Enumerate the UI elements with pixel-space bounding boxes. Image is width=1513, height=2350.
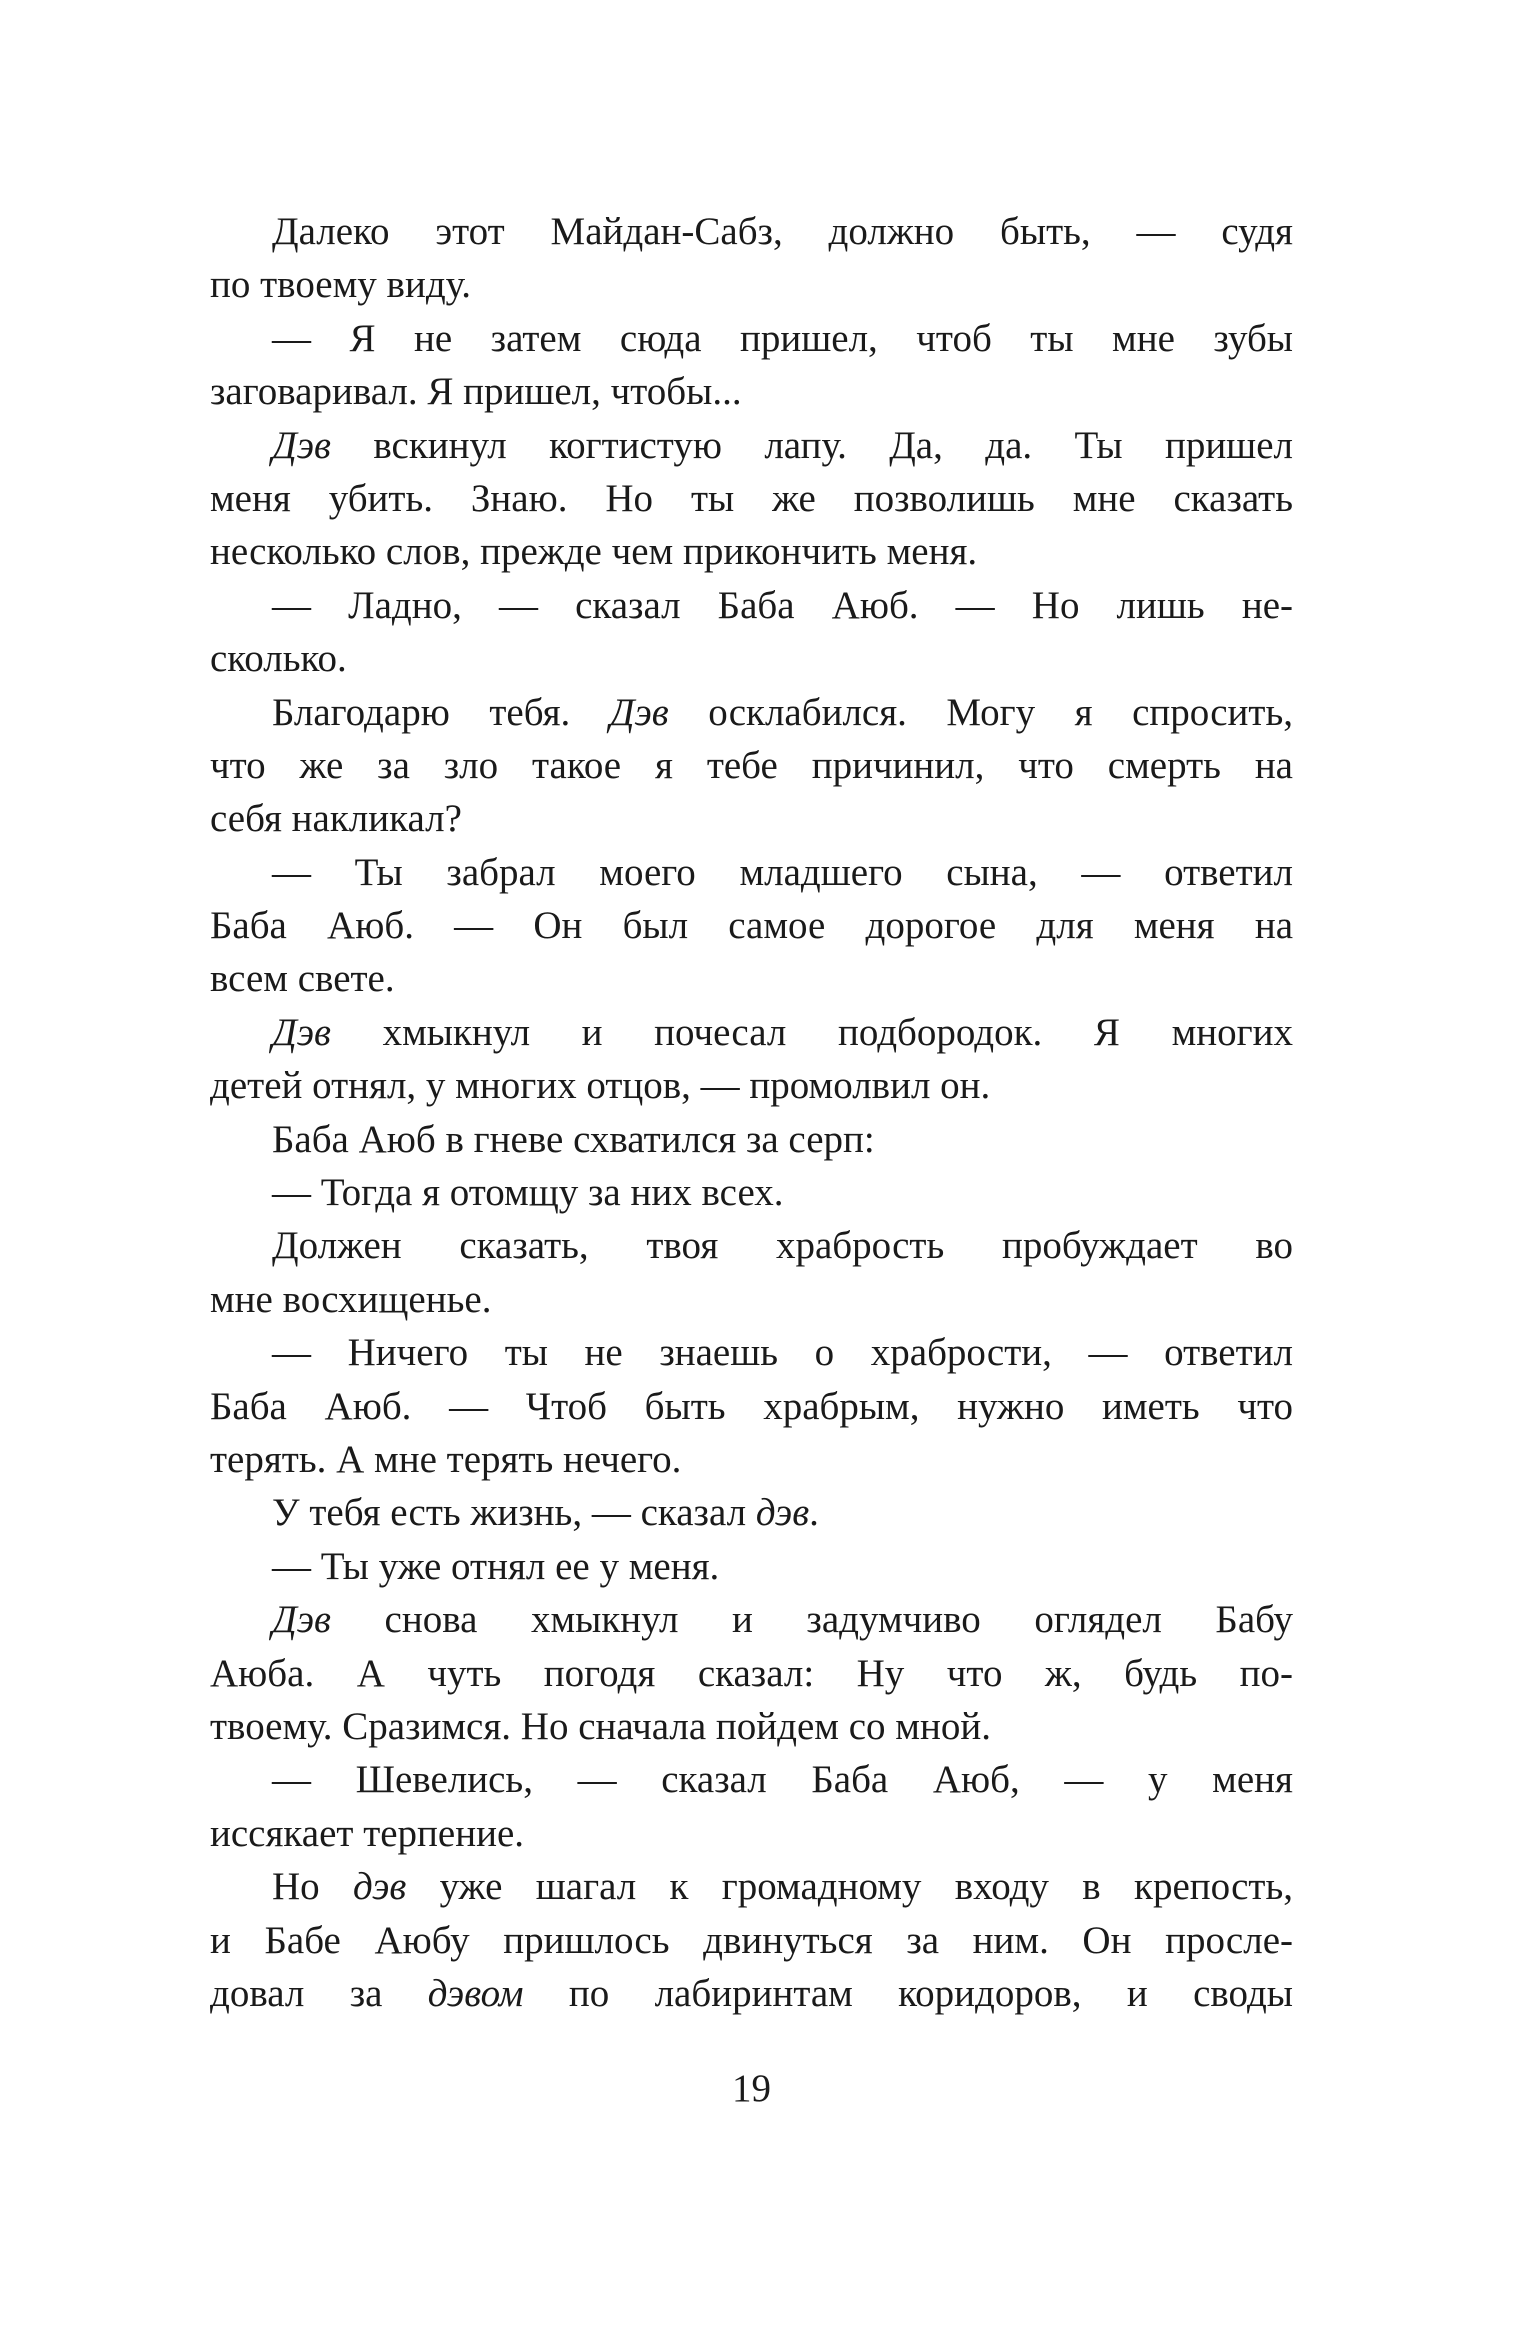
- text-segment: — Я не затем сюда пришел, чтоб ты мне зубы: [272, 316, 1293, 360]
- page-number: 19: [732, 2067, 771, 2110]
- italic-text: Дэв: [272, 1598, 331, 1642]
- text-line: [210, 1647, 1293, 1700]
- text-segment: всем свете.: [210, 957, 395, 1001]
- text-line: [210, 525, 1293, 578]
- text-line: [210, 472, 1293, 525]
- text-line: [210, 846, 1293, 899]
- text-segment: хмыкнул и почесал подбородок. Я многих: [330, 1010, 1293, 1054]
- text-line: [210, 739, 1293, 792]
- body-text: [210, 205, 1293, 2020]
- text-line: [210, 686, 1293, 739]
- text-line: [210, 1113, 1293, 1166]
- text-segment: иссякает терпение.: [210, 1811, 525, 1855]
- text-line: [210, 1753, 1293, 1806]
- text-segment: Но: [272, 1865, 353, 1909]
- text-line: [210, 312, 1293, 365]
- text-line: [210, 579, 1293, 632]
- text-segment: по твоему виду.: [210, 263, 472, 307]
- text-line: [210, 205, 1293, 258]
- text-line: [210, 899, 1293, 952]
- text-segment: уже шагал к громадному входу в крепость,: [406, 1865, 1293, 1909]
- text-segment: — Ты уже отнял ее у меня.: [272, 1544, 720, 1588]
- text-line: [210, 1219, 1293, 1272]
- text-line: [210, 1166, 1293, 1219]
- text-segment: — Тогда я отомщу за них всех.: [272, 1171, 784, 1215]
- text-line: [210, 1006, 1293, 1059]
- text-line: [210, 1380, 1293, 1433]
- italic-text: Дэв: [272, 423, 331, 467]
- text-segment: Далеко этот Майдан-Сабз, должно быть, — судя: [272, 210, 1293, 253]
- text-line: [210, 1807, 1293, 1860]
- text-line: [210, 1914, 1293, 1967]
- text-line: [210, 792, 1293, 845]
- text-segment: терять. А мне терять нечего.: [210, 1437, 682, 1481]
- text-segment: Баба Аюб в гневе схватился за серп:: [272, 1117, 875, 1161]
- text-segment: несколько слов, прежде чем прикончить меня.: [210, 530, 978, 574]
- text-segment: осклабился. Могу я спросить,: [668, 690, 1293, 734]
- text-segment: сколько.: [210, 637, 347, 681]
- text-segment: себя накликал?: [210, 797, 462, 841]
- text-line: [210, 1860, 1293, 1913]
- text-segment: — Ладно, — сказал Баба Аюб. — Но лишь не-: [272, 583, 1293, 627]
- text-line: [210, 1433, 1293, 1486]
- text-segment: мне восхищенье.: [210, 1277, 492, 1321]
- italic-text: Дэв: [272, 1010, 331, 1054]
- text-line: [210, 1273, 1293, 1326]
- text-segment: заговаривал. Я пришел, чтобы...: [210, 370, 742, 414]
- text-segment: Благодарю тебя.: [272, 690, 610, 734]
- text-segment: .: [809, 1491, 819, 1535]
- text-segment: Баба Аюб. — Он был самое дорогое для меня на: [210, 904, 1293, 948]
- text-segment: меня убить. Знаю. Но ты же позволишь мне сказать: [210, 476, 1293, 520]
- text-segment: — Ты забрал моего младшего сына, — ответил: [272, 850, 1293, 894]
- italic-text: Дэв: [609, 690, 669, 734]
- text-line: [210, 258, 1293, 311]
- text-segment: детей отнял, у многих отцов, — промолвил он.: [210, 1064, 991, 1108]
- text-line: [210, 1593, 1293, 1646]
- text-segment: что же за зло такое я тебе причинил, что смерть на: [210, 743, 1293, 787]
- text-line: [210, 632, 1293, 685]
- text-line: [210, 419, 1293, 472]
- text-segment: Баба Аюб. — Чтоб быть храбрым, нужно иметь что: [210, 1384, 1293, 1428]
- text-segment: — Шевелись, — сказал Баба Аюб, — у меня: [272, 1758, 1293, 1802]
- text-line: [210, 1326, 1293, 1379]
- text-segment: У тебя есть жизнь, — сказал: [272, 1491, 756, 1535]
- italic-text: дэв: [353, 1865, 407, 1909]
- text-line: [210, 1059, 1293, 1112]
- text-line: [210, 1967, 1293, 2020]
- text-segment: твоему. Сразимся. Но сначала пойдем со мной.: [210, 1704, 991, 1748]
- text-line: [210, 1486, 1293, 1539]
- italic-text: дэвом: [427, 1971, 524, 2015]
- text-segment: снова хмыкнул и задумчиво оглядел Бабу: [330, 1598, 1293, 1642]
- text-segment: Должен сказать, твоя храбрость пробуждает во: [272, 1224, 1293, 1268]
- text-segment: довал за: [210, 1971, 428, 2015]
- text-line: [210, 952, 1293, 1005]
- text-segment: и Бабе Аюбу пришлось двинуться за ним. Он просле-: [210, 1918, 1293, 1962]
- text-line: [210, 365, 1293, 418]
- text-segment: по лабиринтам коридоров, и своды: [523, 1971, 1293, 2015]
- text-segment: вскинул когтистую лапу. Да, да. Ты пришел: [330, 423, 1293, 467]
- text-segment: — Ничего ты не знаешь о храбрости, — ответил: [272, 1331, 1293, 1375]
- text-segment: Аюба. А чуть погодя сказал: Ну что ж, будь по-: [210, 1651, 1293, 1695]
- italic-text: дэв: [755, 1491, 810, 1535]
- text-line: [210, 1700, 1293, 1753]
- text-line: [210, 1540, 1293, 1593]
